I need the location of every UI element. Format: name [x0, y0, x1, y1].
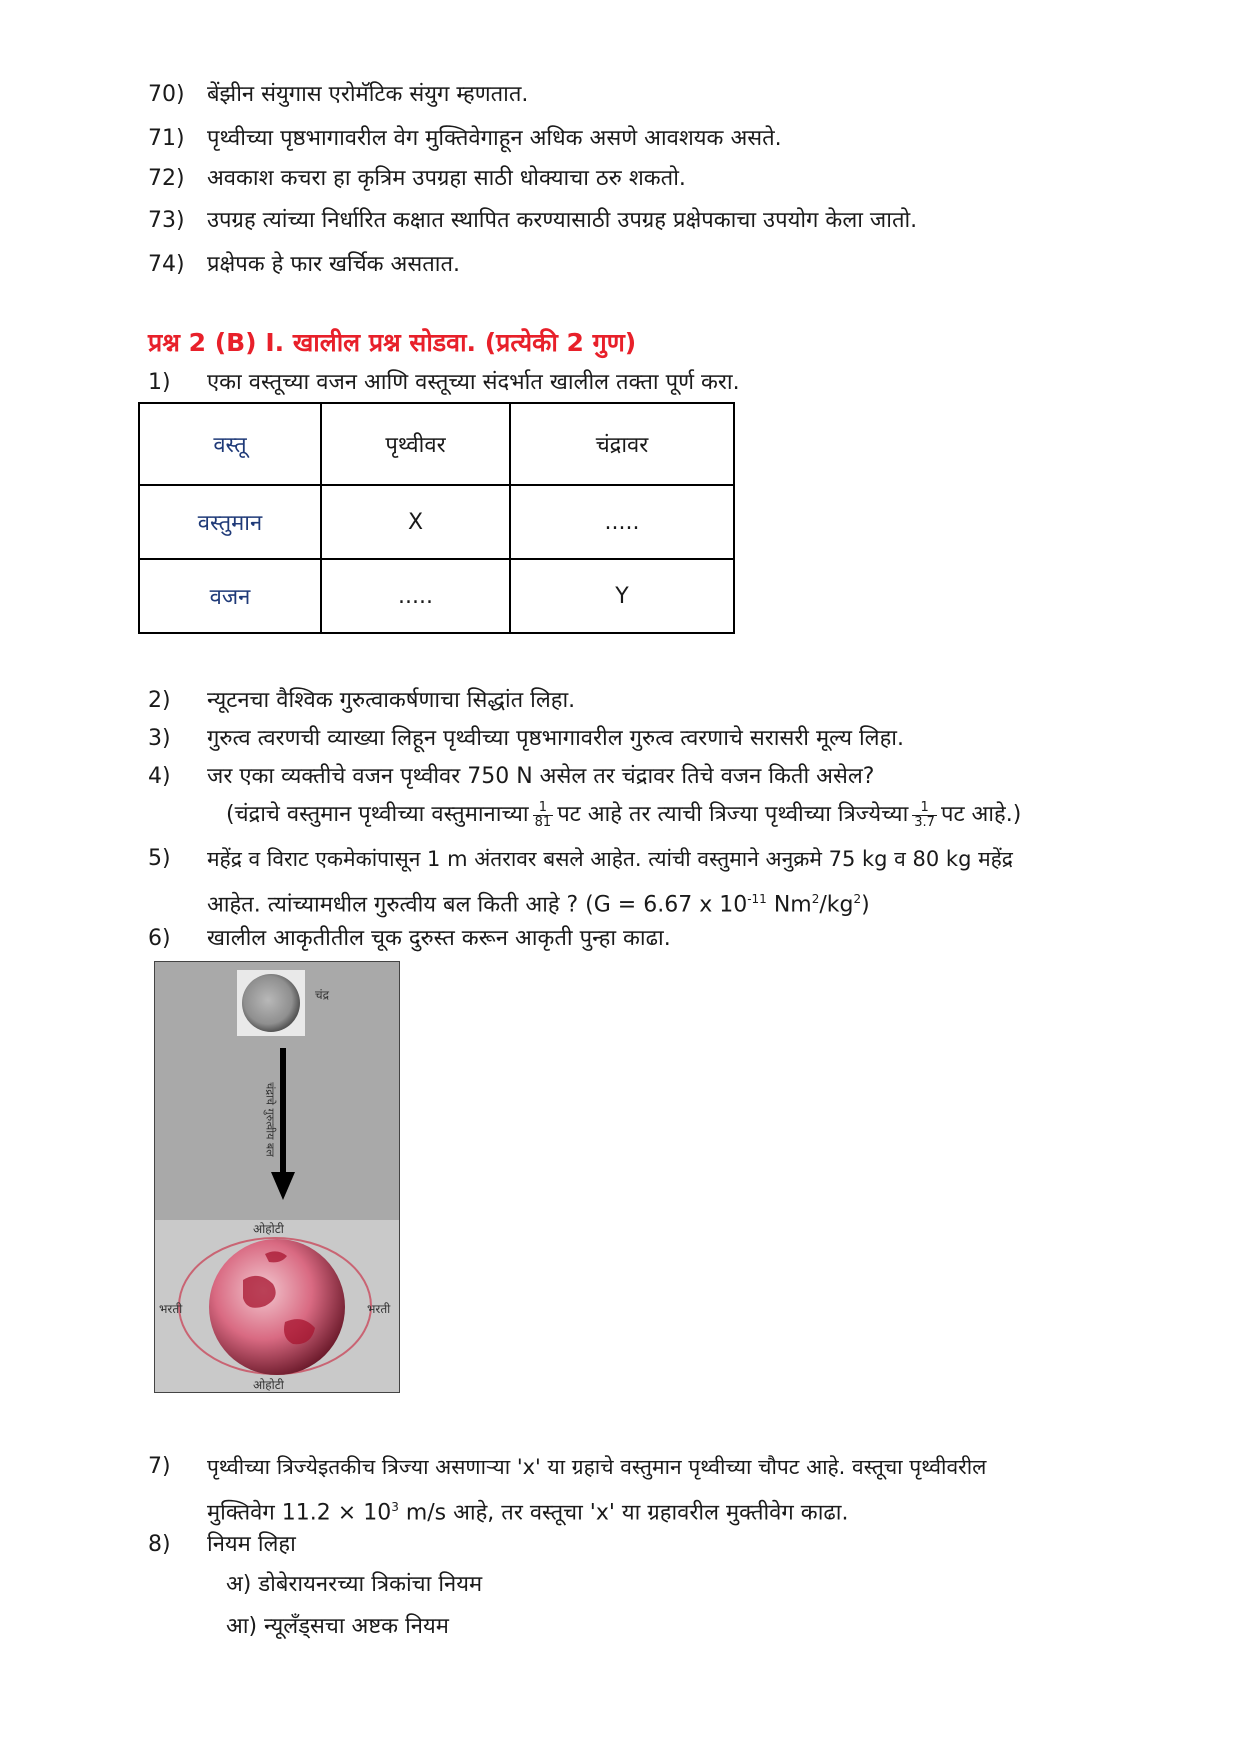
subline-text: पट आहे.): [940, 802, 1022, 827]
table-cell: X: [321, 485, 510, 559]
line-text: मुक्तिवेग 11.2 × 10: [207, 1500, 392, 1526]
table-row-label: वस्तुमान: [139, 485, 321, 559]
line-text: /kg: [819, 892, 854, 918]
question-number: 4): [148, 764, 171, 789]
question-number: 2): [148, 688, 171, 713]
table-header: वस्तू: [139, 403, 321, 485]
fraction-numerator: 1: [533, 801, 554, 816]
sub-question: अ) डोबेरायनरच्या त्रिकांचा नियम: [226, 1572, 483, 1597]
question-text: गुरुत्व त्वरणची व्याख्या लिहून पृथ्वीच्या पृष्ठभागावरील गुरुत्व त्वरणाचे सरासरी मूल्य लिहा.: [207, 726, 904, 751]
table-header: पृथ्वीवर: [321, 403, 510, 485]
question-line: [207, 884, 870, 920]
item-text: बेंझीन संयुगास एरोमॅटिक संयुग म्हणतात.: [207, 82, 529, 107]
mass-weight-table: [138, 402, 735, 634]
table-cell: .....: [321, 559, 510, 633]
section-heading: प्रश्न 2 (B) I. खालील प्रश्न सोडवा. (प्रत्येकी 2 गुण): [148, 328, 637, 357]
line-text: ): [861, 892, 870, 918]
fraction: [912, 801, 937, 830]
item-text: पृथ्वीच्या पृष्ठभागावरील वेग मुक्तिवेगाहून अधिक असणे आवशयक असते.: [207, 126, 782, 151]
figure-drawing: [155, 962, 399, 1392]
fraction-numerator: 1: [912, 801, 937, 816]
line-text: आहेत. त्यांच्यामधील गुरुत्वीय बल किती आहे ? (G = 6.67 x 10: [207, 892, 748, 918]
line-text: m/s आहे, तर वस्तूचा 'x' या ग्रहावरील मुक्तीवेग काढा.: [398, 1500, 849, 1526]
low-tide-bottom-label: ओहोटी: [253, 1378, 284, 1392]
table-cell: Y: [510, 559, 734, 633]
table-row-label: वजन: [139, 559, 321, 633]
item-text: अवकाश कचरा हा कृत्रिम उपग्रहा साठी धोक्याचा ठरु शकतो.: [207, 166, 686, 191]
question-number: 1): [148, 370, 171, 395]
question-text: खालील आकृतीतील चूक दुरुस्त करून आकृती पुन्हा काढा.: [207, 926, 671, 951]
question-line: [207, 1492, 848, 1528]
question-subline: [226, 800, 1021, 830]
moon-label: चंद्र: [315, 988, 329, 1002]
item-number: 71): [148, 126, 185, 151]
question-text: जर एका व्यक्तीचे वजन पृथ्वीवर 750 N असेल तर चंद्रावर तिचे वजन किती असेल?: [207, 764, 875, 789]
question-text: पृथ्वीच्या त्रिज्येइतकीच त्रिज्या असणाऱ्या 'x' या ग्रहाचे वस्तुमान पृथ्वीच्या चौपट आहे. वस्तूचा पृथ्वीवरील: [207, 1455, 987, 1479]
fraction-denominator: 3.7: [914, 814, 935, 830]
exponent: -11: [747, 892, 767, 906]
item-text: उपग्रह त्यांच्या निर्धारित कक्षात स्थापित करण्यासाठी उपग्रह प्रक्षेपकाचा उपयोग केला जातो.: [207, 208, 918, 233]
question-number: 8): [148, 1532, 171, 1557]
gravity-arrow-head: [271, 1172, 295, 1200]
moon-icon: [242, 974, 300, 1032]
exponent: 2: [853, 892, 862, 906]
item-text: प्रक्षेपक हे फार खर्चिक असतात.: [207, 252, 461, 277]
gravity-arrow-label: चंद्राचे गुरुत्वीय बल: [263, 1082, 277, 1157]
question-number: 6): [148, 926, 171, 951]
subline-text: पट आहे तर त्याची त्रिज्या पृथ्वीच्या त्रिज्येच्या: [557, 802, 909, 827]
tides-figure: [154, 961, 400, 1393]
question-text: एका वस्तूच्या वजन आणि वस्तूच्या संदर्भात खालील तक्ता पूर्ण करा.: [207, 370, 740, 395]
exponent: 2: [811, 892, 820, 906]
item-number: 72): [148, 166, 185, 191]
high-tide-right-label: भरती: [367, 1302, 391, 1316]
subline-text: (चंद्राचे वस्तुमान पृथ्वीच्या वस्तुमानाच्या: [226, 802, 529, 827]
question-number: 5): [148, 846, 171, 871]
question-text: न्यूटनचा वैश्विक गुरुत्वाकर्षणाचा सिद्धांत लिहा.: [207, 688, 576, 713]
fraction: [533, 801, 554, 830]
item-number: 74): [148, 252, 185, 277]
question-text: महेंद्र व विराट एकमेकांपासून 1 m अंतरावर बसले आहेत. त्यांची वस्तुमाने अनुक्रमे 75 kg व 80 kg महेंद्र: [207, 847, 1013, 871]
item-number: 70): [148, 82, 185, 107]
table-cell: .....: [510, 485, 734, 559]
table-header: चंद्रावर: [510, 403, 734, 485]
question-number: 7): [148, 1454, 171, 1479]
question-text: नियम लिहा: [207, 1532, 296, 1557]
sub-question: आ) न्यूलँड्सचा अष्टक नियम: [226, 1614, 449, 1639]
fraction-denominator: 81: [534, 814, 552, 830]
question-number: 3): [148, 726, 171, 751]
low-tide-top-label: ओहोटी: [253, 1222, 284, 1236]
exponent: 3: [391, 1500, 399, 1514]
item-number: 73): [148, 208, 185, 233]
high-tide-left-label: भरती: [159, 1302, 183, 1316]
line-text: Nm: [766, 892, 812, 918]
